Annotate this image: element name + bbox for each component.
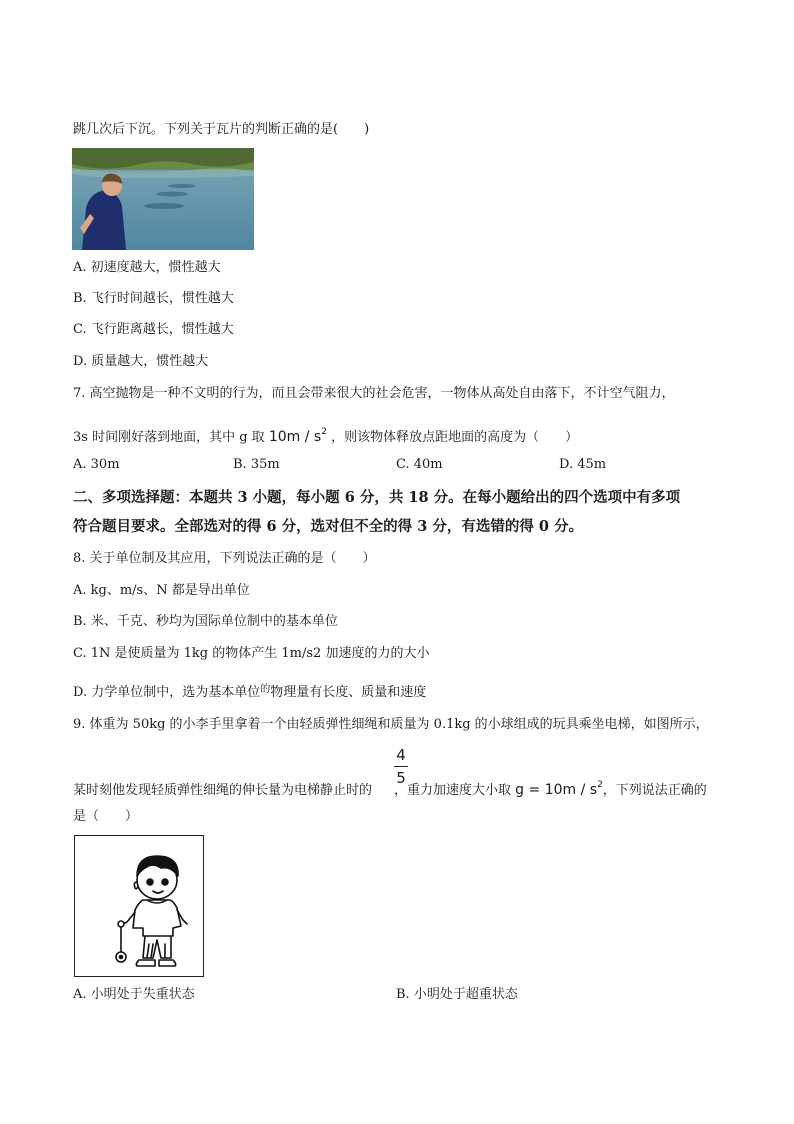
q9-option-a: A. 小明处于失重状态 [73,987,195,1002]
q8-option-d-small: 的 [260,684,271,695]
section2-heading-line2: 符合题目要求。全部选对的得 6 分，选对但不全的得 3 分，有选错的得 0 分。 [73,518,584,535]
q9-stem-line3: 是（ ） [73,809,139,824]
q7-option-d: D. 45m [559,457,607,472]
q8-option-d [73,681,426,702]
q6-option-c: C. 飞行距离越长，惯性越大 [73,322,234,337]
boy-with-yoyo-figure [74,835,204,977]
boy-yoyo-illustration [75,836,203,976]
stone-skipping-photo [72,148,254,250]
q7-stem-line2 [73,423,578,447]
q6-stem-tail: 跳几次后下沉。下列关于瓦片的判断正确的是( ) [73,122,370,137]
stone-skipping-illustration [72,148,254,250]
q9-stem-line2-c: ，下列说法正确的 [602,783,707,798]
q9-stem-line1: 9. 体重为 50kg 的小李手里拿着一个由轻质弹性细绳和质量为 0.1kg 的小球组成的玩具乘坐电梯，如图所示， [73,717,709,732]
q7-g-value: $10m / s^2$ [268,427,327,445]
q6-option-a: A. 初速度越大，惯性越大 [73,260,221,275]
q7-stem-line1: 7. 高空抛物是一种不文明的行为，而且会带来很大的社会危害，一物体从高处自由落下，不计空气阻力， [73,386,675,401]
q7-stem-line2-a: 3s 时间刚好落到地面，其中 g 取 [73,430,265,445]
q8-option-c: C. 1N 是使质量为 1kg 的物体产生 1m/s2 加速度的力的大小 [73,646,430,661]
q7-stem-line2-b: ，则该物体释放点距地面的高度为（ ） [331,430,579,445]
q7-option-a: A. 30m [73,457,120,472]
q7-option-b: B. 35m [233,457,280,472]
q8-option-d-a: D. 力学单位制中，选为基本单位 [73,685,261,700]
q9-stem-line2-a: 某时刻他发现轻质弹性细绳的伸长量为电梯静止时的 [73,783,373,798]
q9-frac-numerator: 4 [396,746,406,764]
q6-option-d: D. 质量越大，惯性越大 [73,354,209,369]
q8-stem: 8. 关于单位制及其应用，下列说法正确的是（ ） [73,551,376,566]
q9-option-b: B. 小明处于超重状态 [396,987,518,1002]
q9-frac-denominator: 5 [396,769,406,787]
section2-heading-line1: 二、多项选择题：本题共 3 小题，每小题 6 分，共 18 分。在每小题给出的四个选项中有多项 [73,489,681,506]
q9-stem-line2 [73,776,707,800]
q9-g-value: $g = 10m / s^2$ [515,780,603,798]
q8-option-a: A. kg、m/s、N 都是导出单位 [73,583,250,598]
q8-option-b: B. 米、千克、秒均为国际单位制中的基本单位 [73,614,338,629]
q6-option-b: B. 飞行时间越长，惯性越大 [73,291,234,306]
q9-frac-bar [394,766,408,767]
q9-stem-line2-b: ，重力加速度大小取 [394,783,512,798]
q8-option-d-b: 物理量有长度、质量和速度 [270,685,427,700]
q7-option-c: C. 40m [396,457,443,472]
